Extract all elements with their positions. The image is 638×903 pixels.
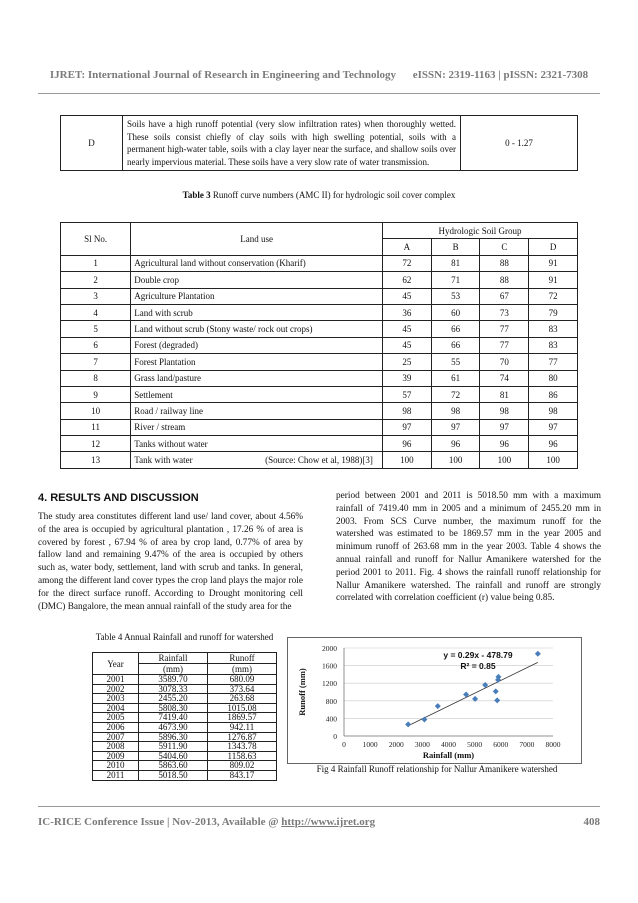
cell-runoff: 1343.78 bbox=[208, 742, 277, 752]
cell-group-a: 57 bbox=[382, 386, 431, 402]
column-header-year: Year bbox=[93, 653, 139, 675]
x-tick-label: 3000 bbox=[414, 740, 430, 749]
cell-group-a: 39 bbox=[382, 370, 431, 386]
cell-group-d: 91 bbox=[529, 255, 578, 271]
table-row bbox=[93, 675, 277, 685]
x-tick-label: 7000 bbox=[519, 740, 535, 749]
cell-group-c: 88 bbox=[480, 272, 529, 288]
cell-group-b: 98 bbox=[431, 403, 480, 419]
rainfall-runoff-scatter-chart bbox=[288, 638, 581, 763]
section-heading: 4. RESULTS AND DISCUSSION bbox=[38, 492, 199, 504]
cell-group-c: 100 bbox=[480, 452, 529, 468]
y-tick-label: 1600 bbox=[322, 661, 337, 671]
soil-infiltration-rate: 0 - 1.27 bbox=[461, 116, 578, 171]
cell-year: 2001 bbox=[93, 675, 139, 685]
cell-year: 2007 bbox=[93, 732, 139, 742]
table-row bbox=[61, 337, 578, 353]
cell-slno: 9 bbox=[61, 386, 131, 402]
y-tick-label: 1200 bbox=[322, 679, 337, 689]
page-number: 408 bbox=[583, 816, 600, 828]
cell-rainfall: 4673.90 bbox=[139, 722, 208, 732]
cell-group-b: 71 bbox=[431, 272, 480, 288]
column-header-slno: Sl No. bbox=[61, 223, 131, 256]
footer-text: IC-RICE Conference Issue | Nov-2013, Available @ bbox=[38, 816, 282, 828]
table3-caption bbox=[0, 190, 638, 200]
cell-rainfall: 5896.30 bbox=[139, 732, 208, 742]
x-tick-label: 1000 bbox=[362, 740, 378, 749]
cell-year: 2003 bbox=[93, 694, 139, 704]
x-tick-label: 4000 bbox=[441, 740, 456, 749]
cell-landuse: River / stream bbox=[131, 419, 383, 435]
cell-landuse: Settlement bbox=[131, 386, 383, 402]
cell-year: 2006 bbox=[93, 722, 139, 732]
cell-group-a: 62 bbox=[382, 272, 431, 288]
soil-group-label: D bbox=[61, 116, 123, 171]
cell-group-c: 67 bbox=[480, 288, 529, 304]
cell-runoff: 809.02 bbox=[208, 761, 277, 771]
cell-rainfall: 5863.60 bbox=[139, 761, 208, 771]
cell-group-c: 97 bbox=[480, 419, 529, 435]
column-header-landuse: Land use bbox=[131, 223, 383, 256]
table-row bbox=[61, 255, 578, 271]
cell-group-c: 74 bbox=[480, 370, 529, 386]
trend-line bbox=[408, 662, 538, 725]
cell-landuse: Agriculture Plantation bbox=[131, 288, 383, 304]
chart-frame bbox=[287, 637, 582, 764]
x-tick-label: 6000 bbox=[493, 740, 509, 749]
cell-group-d: 79 bbox=[529, 304, 578, 320]
table-row bbox=[61, 116, 578, 171]
table-row bbox=[93, 694, 277, 704]
column-header-runoff-unit: (mm) bbox=[208, 664, 277, 675]
cell-group-c: 77 bbox=[480, 321, 529, 337]
table-row bbox=[61, 304, 578, 320]
paragraph-left: The study area constitutes different land use/ land cover, about 4.56% of the area is occupied by agricultural plantation , 17.26 % of area is covered by forest , 67.94 % of area by crop land, 0.77% of area by fallow land and remaining 9.47% of the area is occupied by others such as, water body, settlement, land with scrub and tanks. In general, among the different land cover types the crop land plays the major role for the direct surface runoff. According to Drought monitoring cell (DMC) Bangalore, the mean annual rainfall of the study area for the bbox=[38, 512, 303, 612]
x-tick-label: 8000 bbox=[545, 740, 561, 749]
cell-group-d: 86 bbox=[529, 386, 578, 402]
cell-rainfall: 5404.60 bbox=[139, 751, 208, 761]
cell-runoff: 942.11 bbox=[208, 722, 277, 732]
y-axis-title: Runoff (mm) bbox=[297, 668, 307, 716]
cell-group-d: 97 bbox=[529, 419, 578, 435]
column-header-group-c: C bbox=[480, 239, 529, 255]
cell-runoff: 843.17 bbox=[208, 770, 277, 780]
table-row bbox=[61, 436, 578, 452]
table3-caption-text: Runoff curve numbers (AMC II) for hydrologic soil cover complex bbox=[210, 190, 456, 200]
cell-group-b: 72 bbox=[431, 386, 480, 402]
cell-rainfall: 7419.40 bbox=[139, 713, 208, 723]
column-header-rainfall-unit: (mm) bbox=[139, 664, 208, 675]
cell-group-c: 73 bbox=[480, 304, 529, 320]
cell-group-b: 60 bbox=[431, 304, 480, 320]
table-row bbox=[61, 288, 578, 304]
cell-group-a: 97 bbox=[382, 419, 431, 435]
data-point bbox=[421, 717, 427, 723]
x-tick-label: 5000 bbox=[467, 740, 483, 749]
cell-runoff: 1015.08 bbox=[208, 703, 277, 713]
cell-slno: 5 bbox=[61, 321, 131, 337]
page-footer bbox=[38, 816, 375, 828]
journal-link[interactable]: http://www.ijret.org bbox=[281, 816, 376, 828]
cell-runoff: 1276.87 bbox=[208, 732, 277, 742]
cell-group-d: 72 bbox=[529, 288, 578, 304]
cell-group-a: 98 bbox=[382, 403, 431, 419]
cell-landuse: Land with scrub bbox=[131, 304, 383, 320]
cell-slno: 11 bbox=[61, 419, 131, 435]
cell-landuse: Double crop bbox=[131, 272, 383, 288]
x-tick-label: 0 bbox=[342, 740, 346, 749]
cell-landuse: Tank with water bbox=[131, 452, 383, 468]
cell-group-d: 77 bbox=[529, 354, 578, 370]
x-tick-label: 2000 bbox=[388, 740, 404, 749]
table-row bbox=[61, 419, 578, 435]
cell-group-b: 97 bbox=[431, 419, 480, 435]
cell-slno: 3 bbox=[61, 288, 131, 304]
cell-group-a: 100 bbox=[382, 452, 431, 468]
cell-year: 2011 bbox=[93, 770, 139, 780]
column-header-group-d: D bbox=[529, 239, 578, 255]
table3-source: (Source: Chow et al, 1988)[3] bbox=[265, 455, 373, 465]
column-header-runoff: Runoff bbox=[208, 653, 277, 664]
cell-runoff: 373.64 bbox=[208, 684, 277, 694]
table-row bbox=[61, 370, 578, 386]
column-header-soil-group: Hydrologic Soil Group bbox=[382, 223, 577, 239]
column-header-rainfall: Rainfall bbox=[139, 653, 208, 664]
data-point bbox=[435, 703, 441, 709]
trend-equation: y = 0.29x - 478.79 bbox=[443, 650, 513, 660]
column-header-group-a: A bbox=[382, 239, 431, 255]
cell-group-b: 61 bbox=[431, 370, 480, 386]
curve-number-table bbox=[60, 222, 578, 469]
cell-slno: 2 bbox=[61, 272, 131, 288]
table-row bbox=[61, 272, 578, 288]
cell-rainfall: 2455.20 bbox=[139, 694, 208, 704]
table-header-row bbox=[93, 653, 277, 664]
cell-rainfall: 5808.30 bbox=[139, 703, 208, 713]
cell-slno: 4 bbox=[61, 304, 131, 320]
cell-group-b: 66 bbox=[431, 321, 480, 337]
cell-group-a: 45 bbox=[382, 337, 431, 353]
cell-year: 2010 bbox=[93, 761, 139, 771]
cell-group-d: 83 bbox=[529, 321, 578, 337]
y-tick-label: 2000 bbox=[322, 644, 337, 653]
rainfall-runoff-table-body bbox=[93, 675, 277, 781]
y-tick-label: 800 bbox=[325, 696, 337, 706]
cell-runoff: 263.68 bbox=[208, 694, 277, 704]
cell-slno: 13 bbox=[61, 452, 131, 468]
cell-group-a: 72 bbox=[382, 255, 431, 271]
journal-name: IJRET: International Journal of Research in Engineering and Technology bbox=[49, 69, 396, 81]
data-point bbox=[405, 721, 411, 727]
y-tick-label: 0 bbox=[333, 732, 337, 741]
cell-year: 2005 bbox=[93, 713, 139, 723]
table-row bbox=[61, 354, 578, 370]
cell-group-c: 81 bbox=[480, 386, 529, 402]
cell-year: 2009 bbox=[93, 751, 139, 761]
header-rule bbox=[38, 93, 600, 94]
table-header-row bbox=[61, 223, 578, 239]
cell-group-b: 66 bbox=[431, 337, 480, 353]
page-header bbox=[0, 69, 638, 81]
cell-landuse: Agricultural land without conservation (Kharif) bbox=[131, 255, 383, 271]
cell-rainfall: 3078.33 bbox=[139, 684, 208, 694]
cell-slno: 8 bbox=[61, 370, 131, 386]
table-row bbox=[93, 770, 277, 780]
cell-group-c: 77 bbox=[480, 337, 529, 353]
footer-rule bbox=[38, 806, 600, 807]
data-point bbox=[535, 651, 541, 657]
cell-slno: 6 bbox=[61, 337, 131, 353]
cell-group-b: 81 bbox=[431, 255, 480, 271]
rainfall-runoff-table bbox=[92, 652, 277, 781]
cell-group-c: 98 bbox=[480, 403, 529, 419]
table-row bbox=[93, 722, 277, 732]
column-header-group-b: B bbox=[431, 239, 480, 255]
cell-group-d: 100 bbox=[529, 452, 578, 468]
cell-rainfall: 5911.90 bbox=[139, 742, 208, 752]
cell-slno: 1 bbox=[61, 255, 131, 271]
cell-group-a: 25 bbox=[382, 354, 431, 370]
cell-landuse: Road / railway line bbox=[131, 403, 383, 419]
cell-rainfall: 3589.70 bbox=[139, 675, 208, 685]
cell-group-c: 88 bbox=[480, 255, 529, 271]
table-row bbox=[93, 742, 277, 752]
cell-slno: 10 bbox=[61, 403, 131, 419]
data-point bbox=[494, 697, 500, 703]
x-axis-title: Rainfall (mm) bbox=[422, 750, 475, 760]
soil-group-table bbox=[60, 115, 578, 171]
cell-year: 2008 bbox=[93, 742, 139, 752]
cell-slno: 7 bbox=[61, 354, 131, 370]
cell-slno: 12 bbox=[61, 436, 131, 452]
paragraph-right: period between 2001 and 2011 is 5018.50 mm with a maximum rainfall of 7419.40 mm in 2005 and a minimum of 2455.20 mm in 2003. From SCS Curve number, the maximum runoff for the watershed was estimated to be 1869.57 mm in the year 2005 and minimum runoff of 263.68 mm in the year 2003. Table 4 shows the annual rainfall and runoff for Nallur Amanikere watershed for the period 2001 to 2011. Fig. 4 shows the rainfall runoff relationship for Nallur Amanikere watershed. The rainfall and runoff are strongly correlated with correlation coefficient (r) value being 0.85. bbox=[336, 491, 601, 604]
table-row bbox=[61, 386, 578, 402]
cell-year: 2004 bbox=[93, 703, 139, 713]
table-row bbox=[61, 403, 578, 419]
cell-runoff: 680.09 bbox=[208, 675, 277, 685]
cell-group-b: 100 bbox=[431, 452, 480, 468]
cell-group-b: 53 bbox=[431, 288, 480, 304]
cell-rainfall: 5018.50 bbox=[139, 770, 208, 780]
cell-landuse: Land without scrub (Stony waste/ rock out crops) bbox=[131, 321, 383, 337]
table-row bbox=[93, 761, 277, 771]
cell-group-b: 96 bbox=[431, 436, 480, 452]
r-squared: R² = 0.85 bbox=[460, 661, 496, 671]
cell-group-a: 45 bbox=[382, 321, 431, 337]
curve-number-table-body bbox=[61, 255, 578, 468]
cell-group-a: 96 bbox=[382, 436, 431, 452]
cell-runoff: 1158.63 bbox=[208, 751, 277, 761]
cell-group-c: 96 bbox=[480, 436, 529, 452]
cell-group-c: 70 bbox=[480, 354, 529, 370]
soil-group-description: Soils have a high runoff potential (very slow infiltration rates) when thoroughly wetted. These soils consist chiefly of clay soils with high swelling potential, soils with a permanent high-water table, soils with a clay layer near the surface, and shallow soils over nearly impervious material. These soils have a very slow rate of water transmission. bbox=[123, 116, 461, 171]
cell-group-d: 96 bbox=[529, 436, 578, 452]
cell-landuse: Tanks without water bbox=[131, 436, 383, 452]
issn-info: eISSN: 2319-1163 | pISSN: 2321-7308 bbox=[412, 69, 589, 81]
cell-group-a: 45 bbox=[382, 288, 431, 304]
table-row bbox=[61, 321, 578, 337]
cell-landuse: Forest Plantation bbox=[131, 354, 383, 370]
cell-landuse: Forest (degraded) bbox=[131, 337, 383, 353]
cell-group-d: 80 bbox=[529, 370, 578, 386]
cell-landuse: Grass land/pasture bbox=[131, 370, 383, 386]
figure-caption: Fig 4 Rainfall Runoff relationship for Nallur Amanikere watershed bbox=[316, 764, 558, 774]
cell-group-d: 91 bbox=[529, 272, 578, 288]
cell-group-d: 83 bbox=[529, 337, 578, 353]
y-tick-label: 400 bbox=[325, 714, 337, 724]
table4-caption: Table 4 Annual Rainfall and runoff for watershed bbox=[95, 632, 274, 642]
cell-runoff: 1869.57 bbox=[208, 713, 277, 723]
cell-group-d: 98 bbox=[529, 403, 578, 419]
table3-label: Table 3 bbox=[182, 190, 211, 200]
cell-group-b: 55 bbox=[431, 354, 480, 370]
cell-year: 2002 bbox=[93, 684, 139, 694]
cell-group-a: 36 bbox=[382, 304, 431, 320]
data-point bbox=[493, 688, 499, 694]
